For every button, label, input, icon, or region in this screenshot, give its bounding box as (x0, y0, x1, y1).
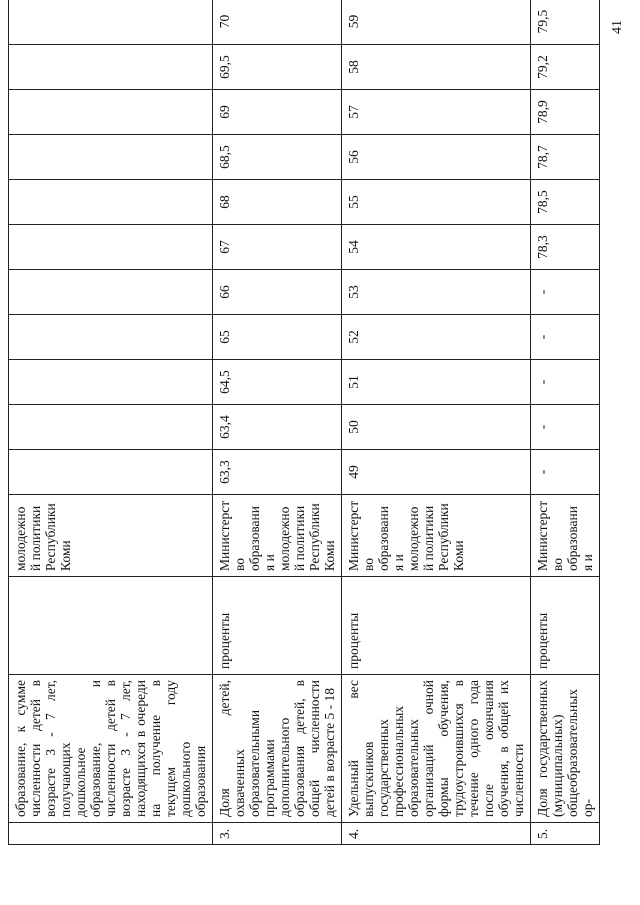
indicator-name-cell: образование, к сумме численности детей в возрасте 3 - 7 лет, получающих дошкольное образование, и численности детей в возрасте 3 - 7 лет, находящихся в очереди на получение в текущем году дошкольного образования (9, 675, 213, 823)
value-cell: 51 (342, 360, 531, 405)
indicator-name-cell: Удельный вес выпускников государственных профессиональных образовательных организаций очной формы обучения, трудоустроившихся в течение одного года после окончания обучения, в общей их численности (342, 675, 531, 823)
value-cell (9, 135, 213, 180)
responsible-cell: Министерство образования и молодежной политики Республики Коми (213, 495, 342, 577)
indicator-name-cell: Доля детей, охваченных образовательными программами дополнительного образования детей, в общей численности детей в возрасте 5 - 18 (213, 675, 342, 823)
row-number-cell (9, 823, 213, 845)
table-row (213, 0, 342, 845)
value-cell (9, 225, 213, 270)
value-cell (9, 405, 213, 450)
value-cell: - (531, 315, 600, 360)
responsible-cell: молодежной политики Республики Коми (9, 495, 213, 577)
value-cell: 55 (342, 180, 531, 225)
row-number-cell: 4. (342, 823, 531, 845)
value-cell (9, 360, 213, 405)
value-cell: 78,9 (531, 90, 600, 135)
value-cell (9, 90, 213, 135)
value-cell: 54 (342, 225, 531, 270)
value-cell (9, 180, 213, 225)
value-cell: 66 (213, 270, 342, 315)
value-cell: 78,5 (531, 180, 600, 225)
value-cell: 64,5 (213, 360, 342, 405)
value-cell (9, 315, 213, 360)
row-number-cell: 5. (531, 823, 600, 845)
value-cell: 68,5 (213, 135, 342, 180)
table-body (9, 0, 600, 845)
indicator-name-cell: Доля государственных (муниципальных) общеобразовательных ор- (531, 675, 600, 823)
table-row (531, 0, 600, 845)
value-cell: - (531, 450, 600, 495)
value-cell: 78,3 (531, 225, 600, 270)
value-cell (9, 270, 213, 315)
value-cell (9, 450, 213, 495)
value-cell: 59 (342, 0, 531, 45)
unit-cell: проценты (342, 577, 531, 675)
value-cell: 52 (342, 315, 531, 360)
value-cell: - (531, 405, 600, 450)
value-cell: 50 (342, 405, 531, 450)
value-cell: 69 (213, 90, 342, 135)
responsible-cell: Министерство образования и (531, 495, 600, 577)
indicators-table (8, 0, 600, 845)
value-cell: - (531, 270, 600, 315)
unit-cell: проценты (213, 577, 342, 675)
value-cell: 53 (342, 270, 531, 315)
value-cell: - (531, 360, 600, 405)
value-cell: 67 (213, 225, 342, 270)
value-cell: 79,2 (531, 45, 600, 90)
value-cell: 63,4 (213, 405, 342, 450)
value-cell: 78,7 (531, 135, 600, 180)
value-cell: 63,3 (213, 450, 342, 495)
unit-cell (9, 577, 213, 675)
value-cell: 56 (342, 135, 531, 180)
value-cell (9, 0, 213, 45)
value-cell: 58 (342, 45, 531, 90)
value-cell: 65 (213, 315, 342, 360)
value-cell: 69,5 (213, 45, 342, 90)
table-row (342, 0, 531, 845)
table-row (9, 0, 213, 845)
value-cell: 57 (342, 90, 531, 135)
row-number-cell: 3. (213, 823, 342, 845)
value-cell: 70 (213, 0, 342, 45)
page-number: 41 (610, 20, 625, 34)
value-cell (9, 45, 213, 90)
unit-cell: проценты (531, 577, 600, 675)
value-cell: 79,5 (531, 0, 600, 45)
value-cell: 68 (213, 180, 342, 225)
responsible-cell: Министерство образования и молодежной политики Республики Коми (342, 495, 531, 577)
value-cell: 49 (342, 450, 531, 495)
